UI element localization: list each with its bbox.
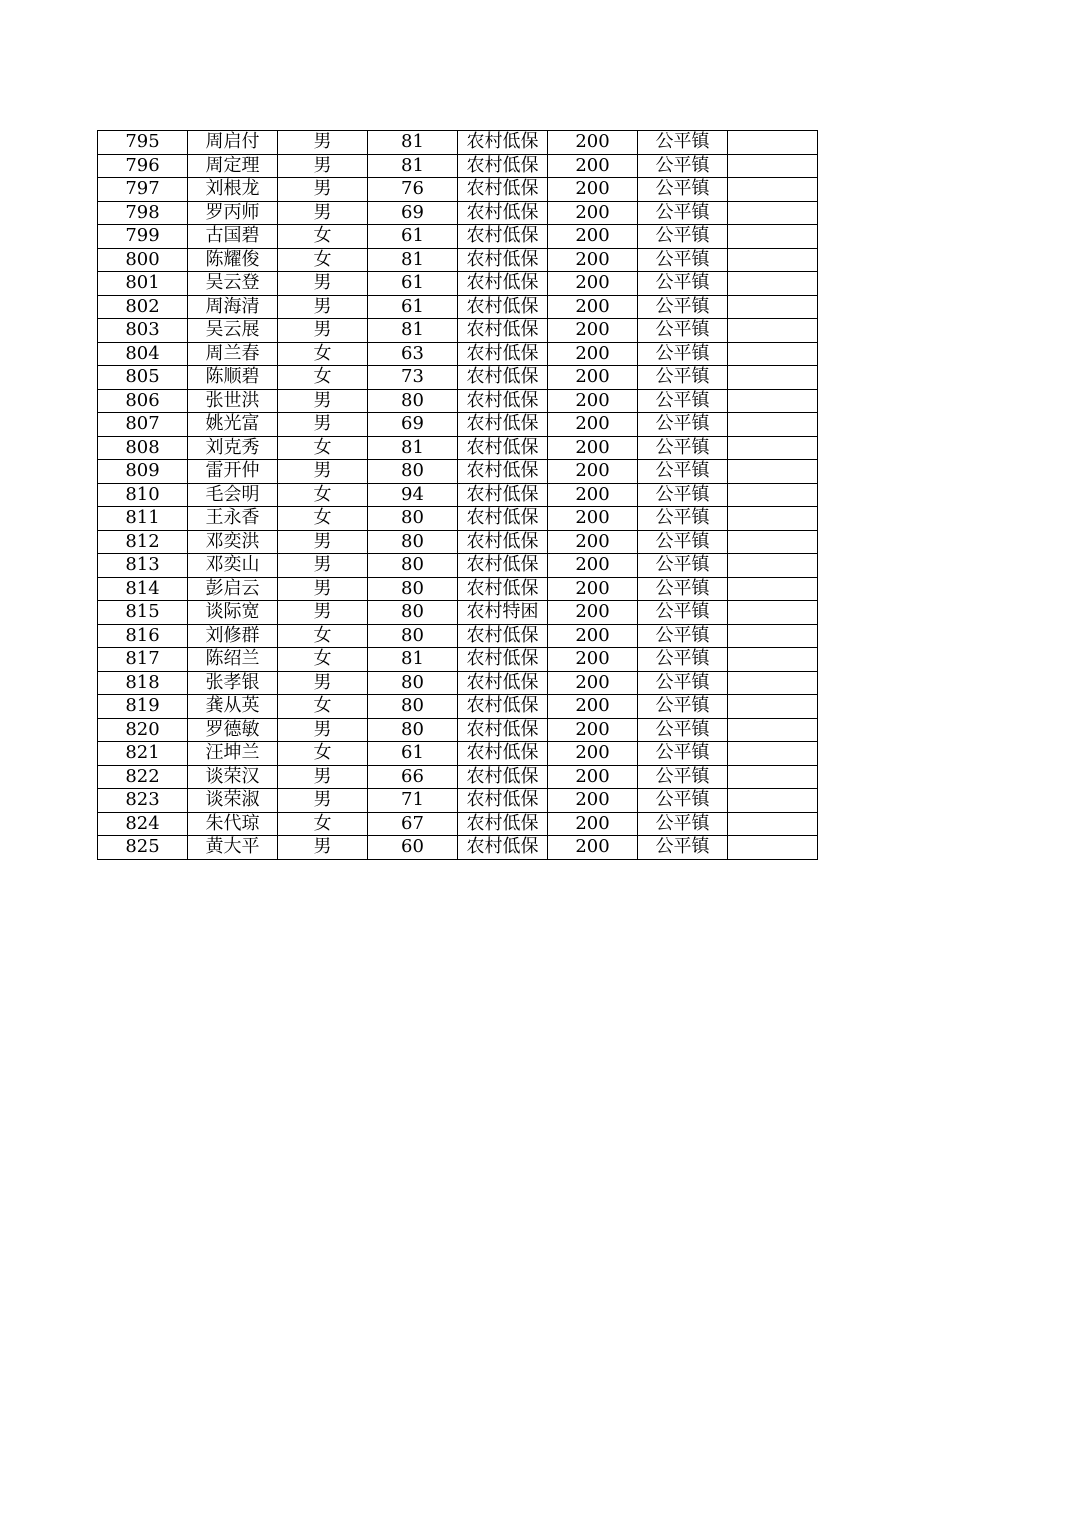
table-row [98, 789, 818, 813]
remark-cell [728, 389, 818, 413]
category-cell: 农村低保 [458, 624, 548, 648]
serial-cell: 801 [98, 272, 188, 296]
gender-cell: 男 [278, 836, 368, 860]
serial-cell: 802 [98, 295, 188, 319]
town-cell: 公平镇 [638, 201, 728, 225]
name-cell: 姚光富 [188, 413, 278, 437]
remark-cell [728, 718, 818, 742]
age-cell: 81 [368, 248, 458, 272]
town-cell: 公平镇 [638, 765, 728, 789]
remark-cell [728, 460, 818, 484]
serial-cell: 822 [98, 765, 188, 789]
serial-cell: 799 [98, 225, 188, 249]
remark-cell [728, 742, 818, 766]
name-cell: 龚从英 [188, 695, 278, 719]
age-cell: 63 [368, 342, 458, 366]
category-cell: 农村低保 [458, 154, 548, 178]
remark-cell [728, 530, 818, 554]
amount-cell: 200 [548, 460, 638, 484]
table-row [98, 319, 818, 343]
amount-cell: 200 [548, 295, 638, 319]
town-cell: 公平镇 [638, 248, 728, 272]
serial-cell: 796 [98, 154, 188, 178]
gender-cell: 男 [278, 554, 368, 578]
amount-cell: 200 [548, 342, 638, 366]
table-row [98, 812, 818, 836]
age-cell: 80 [368, 601, 458, 625]
gender-cell: 男 [278, 718, 368, 742]
amount-cell: 200 [548, 695, 638, 719]
remark-cell [728, 248, 818, 272]
town-cell: 公平镇 [638, 671, 728, 695]
name-cell: 汪坤兰 [188, 742, 278, 766]
amount-cell: 200 [548, 554, 638, 578]
category-cell: 农村低保 [458, 507, 548, 531]
town-cell: 公平镇 [638, 413, 728, 437]
amount-cell: 200 [548, 272, 638, 296]
remark-cell [728, 319, 818, 343]
amount-cell: 200 [548, 248, 638, 272]
category-cell: 农村低保 [458, 436, 548, 460]
town-cell: 公平镇 [638, 366, 728, 390]
town-cell: 公平镇 [638, 812, 728, 836]
serial-cell: 823 [98, 789, 188, 813]
town-cell: 公平镇 [638, 436, 728, 460]
category-cell: 农村低保 [458, 648, 548, 672]
remark-cell [728, 648, 818, 672]
table-row [98, 765, 818, 789]
remark-cell [728, 812, 818, 836]
name-cell: 刘克秀 [188, 436, 278, 460]
gender-cell: 女 [278, 507, 368, 531]
category-cell: 农村低保 [458, 131, 548, 155]
town-cell: 公平镇 [638, 154, 728, 178]
age-cell: 69 [368, 201, 458, 225]
age-cell: 61 [368, 295, 458, 319]
name-cell: 陈耀俊 [188, 248, 278, 272]
amount-cell: 200 [548, 718, 638, 742]
table-row [98, 530, 818, 554]
amount-cell: 200 [548, 507, 638, 531]
age-cell: 81 [368, 131, 458, 155]
name-cell: 刘根龙 [188, 178, 278, 202]
amount-cell: 200 [548, 789, 638, 813]
town-cell: 公平镇 [638, 319, 728, 343]
gender-cell: 男 [278, 577, 368, 601]
serial-cell: 810 [98, 483, 188, 507]
remark-cell [728, 577, 818, 601]
category-cell: 农村低保 [458, 460, 548, 484]
table-row [98, 201, 818, 225]
name-cell: 罗丙师 [188, 201, 278, 225]
serial-cell: 815 [98, 601, 188, 625]
town-cell: 公平镇 [638, 507, 728, 531]
table-row [98, 648, 818, 672]
gender-cell: 女 [278, 366, 368, 390]
serial-cell: 825 [98, 836, 188, 860]
name-cell: 谈荣淑 [188, 789, 278, 813]
remark-cell [728, 295, 818, 319]
town-cell: 公平镇 [638, 530, 728, 554]
serial-cell: 821 [98, 742, 188, 766]
category-cell: 农村低保 [458, 789, 548, 813]
name-cell: 周海清 [188, 295, 278, 319]
serial-cell: 820 [98, 718, 188, 742]
name-cell: 周启付 [188, 131, 278, 155]
name-cell: 毛会明 [188, 483, 278, 507]
remark-cell [728, 131, 818, 155]
amount-cell: 200 [548, 201, 638, 225]
amount-cell: 200 [548, 648, 638, 672]
remark-cell [728, 413, 818, 437]
age-cell: 66 [368, 765, 458, 789]
name-cell: 陈顺碧 [188, 366, 278, 390]
name-cell: 邓奕山 [188, 554, 278, 578]
gender-cell: 男 [278, 671, 368, 695]
age-cell: 76 [368, 178, 458, 202]
serial-cell: 811 [98, 507, 188, 531]
age-cell: 69 [368, 413, 458, 437]
category-cell: 农村低保 [458, 742, 548, 766]
town-cell: 公平镇 [638, 295, 728, 319]
table-row [98, 248, 818, 272]
table-row [98, 577, 818, 601]
remark-cell [728, 765, 818, 789]
name-cell: 黄大平 [188, 836, 278, 860]
table-body [98, 131, 818, 860]
serial-cell: 817 [98, 648, 188, 672]
gender-cell: 男 [278, 131, 368, 155]
table-row [98, 507, 818, 531]
category-cell: 农村低保 [458, 577, 548, 601]
gender-cell: 女 [278, 225, 368, 249]
town-cell: 公平镇 [638, 601, 728, 625]
age-cell: 80 [368, 624, 458, 648]
age-cell: 67 [368, 812, 458, 836]
category-cell: 农村低保 [458, 718, 548, 742]
amount-cell: 200 [548, 319, 638, 343]
gender-cell: 女 [278, 742, 368, 766]
category-cell: 农村低保 [458, 812, 548, 836]
name-cell: 吴云展 [188, 319, 278, 343]
amount-cell: 200 [548, 154, 638, 178]
gender-cell: 女 [278, 695, 368, 719]
age-cell: 80 [368, 718, 458, 742]
town-cell: 公平镇 [638, 342, 728, 366]
remark-cell [728, 695, 818, 719]
table-row [98, 695, 818, 719]
name-cell: 吴云登 [188, 272, 278, 296]
town-cell: 公平镇 [638, 789, 728, 813]
category-cell: 农村低保 [458, 554, 548, 578]
town-cell: 公平镇 [638, 554, 728, 578]
town-cell: 公平镇 [638, 695, 728, 719]
category-cell: 农村低保 [458, 178, 548, 202]
age-cell: 73 [368, 366, 458, 390]
serial-cell: 797 [98, 178, 188, 202]
amount-cell: 200 [548, 530, 638, 554]
remark-cell [728, 554, 818, 578]
town-cell: 公平镇 [638, 178, 728, 202]
table-row [98, 742, 818, 766]
category-cell: 农村低保 [458, 342, 548, 366]
amount-cell: 200 [548, 131, 638, 155]
category-cell: 农村低保 [458, 272, 548, 296]
table-row [98, 624, 818, 648]
serial-cell: 803 [98, 319, 188, 343]
gender-cell: 男 [278, 601, 368, 625]
table-row [98, 554, 818, 578]
remark-cell [728, 366, 818, 390]
serial-cell: 824 [98, 812, 188, 836]
remark-cell [728, 272, 818, 296]
town-cell: 公平镇 [638, 648, 728, 672]
town-cell: 公平镇 [638, 389, 728, 413]
serial-cell: 798 [98, 201, 188, 225]
name-cell: 邓奕洪 [188, 530, 278, 554]
age-cell: 80 [368, 460, 458, 484]
category-cell: 农村低保 [458, 319, 548, 343]
name-cell: 王永香 [188, 507, 278, 531]
table-row [98, 389, 818, 413]
gender-cell: 男 [278, 201, 368, 225]
age-cell: 81 [368, 436, 458, 460]
name-cell: 周定理 [188, 154, 278, 178]
name-cell: 陈绍兰 [188, 648, 278, 672]
name-cell: 罗德敏 [188, 718, 278, 742]
age-cell: 60 [368, 836, 458, 860]
table-row [98, 131, 818, 155]
serial-cell: 808 [98, 436, 188, 460]
category-cell: 农村低保 [458, 836, 548, 860]
gender-cell: 女 [278, 248, 368, 272]
age-cell: 81 [368, 319, 458, 343]
age-cell: 81 [368, 154, 458, 178]
category-cell: 农村低保 [458, 389, 548, 413]
amount-cell: 200 [548, 225, 638, 249]
amount-cell: 200 [548, 601, 638, 625]
town-cell: 公平镇 [638, 483, 728, 507]
gender-cell: 男 [278, 789, 368, 813]
remark-cell [728, 154, 818, 178]
amount-cell: 200 [548, 366, 638, 390]
table-row [98, 483, 818, 507]
remark-cell [728, 201, 818, 225]
remark-cell [728, 178, 818, 202]
name-cell: 朱代琼 [188, 812, 278, 836]
remark-cell [728, 601, 818, 625]
category-cell: 农村低保 [458, 248, 548, 272]
gender-cell: 女 [278, 648, 368, 672]
category-cell: 农村低保 [458, 295, 548, 319]
amount-cell: 200 [548, 765, 638, 789]
amount-cell: 200 [548, 742, 638, 766]
serial-cell: 818 [98, 671, 188, 695]
gender-cell: 男 [278, 154, 368, 178]
remark-cell [728, 789, 818, 813]
category-cell: 农村低保 [458, 225, 548, 249]
age-cell: 80 [368, 695, 458, 719]
serial-cell: 807 [98, 413, 188, 437]
age-cell: 80 [368, 554, 458, 578]
remark-cell [728, 624, 818, 648]
town-cell: 公平镇 [638, 225, 728, 249]
age-cell: 80 [368, 389, 458, 413]
category-cell: 农村低保 [458, 765, 548, 789]
gender-cell: 男 [278, 530, 368, 554]
town-cell: 公平镇 [638, 742, 728, 766]
town-cell: 公平镇 [638, 718, 728, 742]
age-cell: 94 [368, 483, 458, 507]
amount-cell: 200 [548, 812, 638, 836]
table-row [98, 436, 818, 460]
amount-cell: 200 [548, 413, 638, 437]
name-cell: 张孝银 [188, 671, 278, 695]
age-cell: 71 [368, 789, 458, 813]
serial-cell: 800 [98, 248, 188, 272]
gender-cell: 男 [278, 272, 368, 296]
remark-cell [728, 436, 818, 460]
gender-cell: 男 [278, 460, 368, 484]
table-row [98, 154, 818, 178]
table-row [98, 225, 818, 249]
table-row [98, 366, 818, 390]
category-cell: 农村低保 [458, 483, 548, 507]
table-row [98, 178, 818, 202]
amount-cell: 200 [548, 577, 638, 601]
serial-cell: 816 [98, 624, 188, 648]
age-cell: 80 [368, 530, 458, 554]
amount-cell: 200 [548, 178, 638, 202]
town-cell: 公平镇 [638, 577, 728, 601]
table-row [98, 718, 818, 742]
name-cell: 张世洪 [188, 389, 278, 413]
gender-cell: 女 [278, 483, 368, 507]
category-cell: 农村低保 [458, 671, 548, 695]
table-row [98, 295, 818, 319]
category-cell: 农村低保 [458, 530, 548, 554]
serial-cell: 804 [98, 342, 188, 366]
amount-cell: 200 [548, 836, 638, 860]
town-cell: 公平镇 [638, 624, 728, 648]
name-cell: 周兰春 [188, 342, 278, 366]
gender-cell: 男 [278, 295, 368, 319]
serial-cell: 812 [98, 530, 188, 554]
name-cell: 古国碧 [188, 225, 278, 249]
town-cell: 公平镇 [638, 272, 728, 296]
remark-cell [728, 507, 818, 531]
serial-cell: 813 [98, 554, 188, 578]
category-cell: 农村低保 [458, 413, 548, 437]
category-cell: 农村低保 [458, 366, 548, 390]
age-cell: 61 [368, 225, 458, 249]
name-cell: 彭启云 [188, 577, 278, 601]
remark-cell [728, 342, 818, 366]
name-cell: 谈荣汉 [188, 765, 278, 789]
table-row [98, 671, 818, 695]
table-row [98, 836, 818, 860]
table-row [98, 413, 818, 437]
serial-cell: 814 [98, 577, 188, 601]
remark-cell [728, 671, 818, 695]
gender-cell: 男 [278, 413, 368, 437]
age-cell: 80 [368, 507, 458, 531]
serial-cell: 809 [98, 460, 188, 484]
age-cell: 80 [368, 577, 458, 601]
town-cell: 公平镇 [638, 836, 728, 860]
name-cell: 雷开仲 [188, 460, 278, 484]
serial-cell: 806 [98, 389, 188, 413]
age-cell: 81 [368, 648, 458, 672]
gender-cell: 女 [278, 436, 368, 460]
gender-cell: 女 [278, 812, 368, 836]
name-cell: 刘修群 [188, 624, 278, 648]
category-cell: 农村低保 [458, 695, 548, 719]
age-cell: 61 [368, 272, 458, 296]
category-cell: 农村特困 [458, 601, 548, 625]
amount-cell: 200 [548, 483, 638, 507]
town-cell: 公平镇 [638, 131, 728, 155]
amount-cell: 200 [548, 389, 638, 413]
table-row [98, 460, 818, 484]
amount-cell: 200 [548, 436, 638, 460]
amount-cell: 200 [548, 671, 638, 695]
table-row [98, 601, 818, 625]
remark-cell [728, 225, 818, 249]
gender-cell: 女 [278, 342, 368, 366]
town-cell: 公平镇 [638, 460, 728, 484]
serial-cell: 805 [98, 366, 188, 390]
gender-cell: 男 [278, 389, 368, 413]
age-cell: 80 [368, 671, 458, 695]
category-cell: 农村低保 [458, 201, 548, 225]
remark-cell [728, 836, 818, 860]
serial-cell: 819 [98, 695, 188, 719]
table-row [98, 272, 818, 296]
data-table [97, 130, 818, 860]
remark-cell [728, 483, 818, 507]
gender-cell: 女 [278, 624, 368, 648]
age-cell: 61 [368, 742, 458, 766]
gender-cell: 男 [278, 765, 368, 789]
serial-cell: 795 [98, 131, 188, 155]
gender-cell: 男 [278, 178, 368, 202]
table-row [98, 342, 818, 366]
amount-cell: 200 [548, 624, 638, 648]
name-cell: 谈际宽 [188, 601, 278, 625]
gender-cell: 男 [278, 319, 368, 343]
